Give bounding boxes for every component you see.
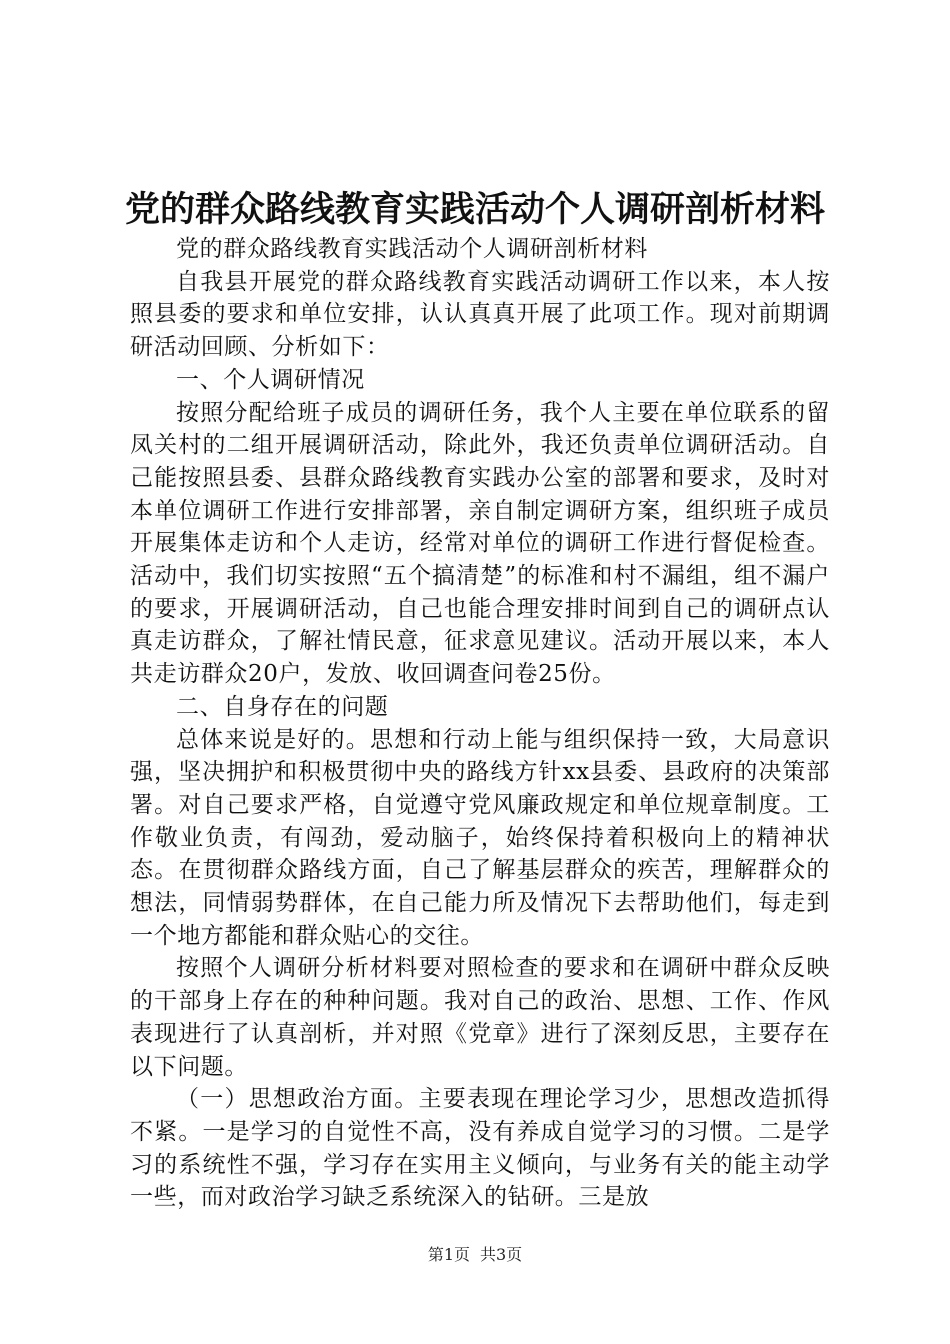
body-paragraph: 按照分配给班子成员的调研任务，我个人主要在单位联系的留凤关村的二组开展调研活动，除此外，我还负责单位调研活动。自己能按照县委、县群众路线教育实践办公室的部署和要求，及时对本单位调研工作进行安排部署，亲自制定调研方案，组织班子成员开展集体走访和个人走访，经常对单位的调研工作进行督促检查。活动中，我们切实按照“五个搞清楚”的标准和村不漏组，组不漏户的要求，开展调研活动，自己也能合理安排时间到自己的调研点认真走访群众，了解社情民意，征求意见建议。活动开展以来，本人共走访群众20户，发放、收回调查问卷25份。 [130, 399, 830, 688]
document-title: 党的群众路线教育实践活动个人调研剖析材料 [124, 190, 825, 230]
body-paragraph: 按照个人调研分析材料要对照检查的要求和在调研中群众反映的干部身上存在的种种问题。我对自己的政治、思想、工作、作风表现进行了认真剖析，并对照《党章》进行了深刻反思，主要存在以下问题。 [130, 955, 830, 1080]
body-paragraph: 总体来说是好的。思想和行动上能与组织保持一致，大局意识强，坚决拥护和积极贯彻中央的路线方针xx县委、县政府的决策部署。对自己要求严格，自觉遵守党风廉政规定和单位规章制度。工作敬业负责，有闯劲，爱动脑子，始终保持着积极向上的精神状态。在贯彻群众路线方面，自己了解基层群众的疾苦，理解群众的想法，同情弱势群体，在自己能力所及情况下去帮助他们，每走到一个地方都能和群众贴心的交往。 [130, 726, 830, 949]
page-footer [0, 1245, 950, 1265]
document-body [130, 233, 830, 1214]
page-total: 共3页 [480, 1245, 523, 1264]
body-paragraph: （一）思想政治方面。主要表现在理论学习少，思想改造抓得不紧。一是学习的自觉性不高，没有养成自觉学习的习惯。二是学习的系统性不强，学习存在实用主义倾向，与业务有关的能主动学一些，而对政治学习缺乏系统深入的钻研。三是放 [130, 1086, 830, 1211]
section-heading: 一、个人调研情况 [176, 366, 365, 393]
page-number: 第1页 [427, 1245, 470, 1264]
body-paragraph: 自我县开展党的群众路线教育实践活动调研工作以来，本人按照县委的要求和单位安排，认认真真开展了此项工作。现对前期调研活动回顾、分析如下： [130, 268, 830, 361]
section-heading: 二、自身存在的问题 [176, 693, 389, 720]
body-paragraph: 党的群众路线教育实践活动个人调研剖析材料 [176, 236, 648, 262]
